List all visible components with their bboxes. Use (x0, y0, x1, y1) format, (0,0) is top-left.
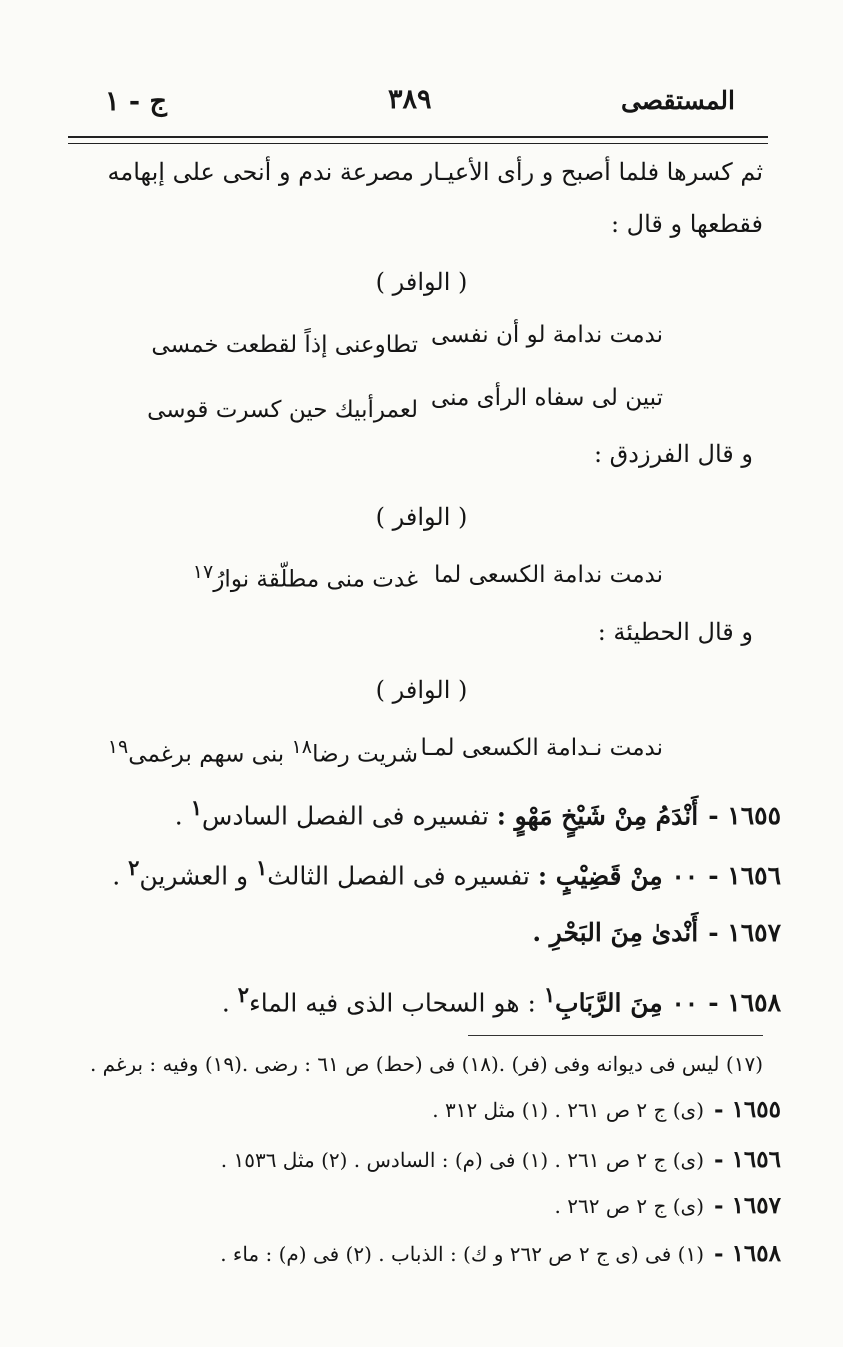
entry-headword: ٠٠ مِنَ الرَّبَابِ (555, 988, 699, 1018)
entry-end: . (112, 861, 129, 891)
prose-line: فقطعها و قال : (610, 210, 763, 238)
footnote-number: ١٦٥٨ - (714, 1240, 781, 1267)
entry-headword: ٠٠ مِنْ قَضِيْبٍ : (537, 861, 699, 891)
proverb-entry (532, 918, 781, 947)
footnote-line: (١٧) ليس فى ديوانه وفى (فر) .(١٨) فى (حط) ص ٦١ : رضى .(١٩) وفيه : برغم . (89, 1052, 763, 1076)
entry-end: . (221, 988, 238, 1018)
meter-label: ( الوافر ) (375, 503, 468, 531)
footnote-ref: ٢ (128, 855, 140, 880)
footnote-ref: ١ (256, 855, 268, 880)
footnote-line (432, 1096, 781, 1123)
entry-end: . (174, 801, 191, 831)
verse-hemistich-second: لعمرأبيك حين كسرت قوسى (147, 397, 418, 423)
entry-number: ١٦٥٧ - (708, 918, 781, 947)
footnote-ref: ١٧ (192, 560, 214, 583)
prose-line: و قال الحطيئة : (597, 618, 753, 646)
page-header (70, 80, 770, 130)
page-number: ٣٨٩ (388, 84, 432, 115)
header-rule (68, 136, 768, 138)
entry-text: تفسيره فى الفصل السادس (201, 801, 497, 831)
volume-marker: ج - ١ (105, 86, 167, 117)
footnote-number: ١٦٥٦ - (714, 1146, 781, 1173)
verse-hemistich-first: ندمت ندامة الكسعى لما (433, 562, 663, 588)
verse-hemistich-second (193, 560, 418, 593)
verse-hemistich-second: تطاوعنى إذاً لقطعت خمسى (151, 332, 418, 358)
meter-label: ( الوافر ) (375, 676, 468, 704)
entry-headword: أَنْدَمُ مِنْ شَيْخٍ مَهْوٍ : (496, 801, 699, 831)
footnote-rule (468, 1035, 763, 1036)
footnote-text: (ى) ج ٢ ص ٢٦٢ . (554, 1194, 705, 1218)
footnote-text: (ى) ج ٢ ص ٢٦١ . (١) فى (م) : السادس . (٢) مثل ١٥٣٦ . (220, 1148, 705, 1172)
footnote-number: ١٦٥٧ - (714, 1192, 781, 1219)
footnote-number: ١٦٥٥ - (714, 1096, 781, 1123)
proverb-entry (175, 795, 781, 830)
verse-hemistich-first: ندمت ندامة لو أن نفسى (430, 322, 663, 348)
footnote-line (220, 1240, 781, 1267)
entry-text: و العشرين (139, 861, 257, 891)
footnote-line (221, 1146, 781, 1173)
header-rule-thin (68, 143, 768, 144)
footnote-ref: ١٩ (107, 735, 129, 758)
proverb-entry (112, 855, 781, 890)
entry-number: ١٦٥٦ - (708, 861, 781, 891)
verse-text: بنى سهم برغمى (128, 741, 292, 768)
running-title: المستقصى (620, 86, 735, 115)
verse-hemistich-second (108, 735, 418, 768)
prose-line: و قال الفرزدق : (593, 440, 753, 468)
footnote-ref: ٢ (237, 982, 249, 1007)
verse-hemistich-first: تبين لى سفاه الرأى منى (430, 385, 663, 411)
entry-text: تفسيره فى الفصل الثالث (267, 861, 538, 891)
footnote-line (555, 1192, 781, 1219)
footnote-ref: ١ (190, 795, 202, 820)
entry-number: ١٦٥٨ - (708, 988, 781, 1018)
entry-number: ١٦٥٥ - (708, 801, 781, 831)
footnote-ref: ١٨ (291, 735, 313, 758)
prose-line: ثم كسرها فلما أصبح و رأى الأعيـار مصرعة ندم و أنحى على إبهامه (107, 158, 763, 186)
entry-headword: أَنْدىٰ مِنَ البَحْرِ . (532, 918, 699, 947)
footnote-text: (ى) ج ٢ ص ٢٦١ . (١) مثل ٣١٢ . (432, 1098, 705, 1122)
entry-text: : هو السحاب الذى فيه الماء (248, 988, 544, 1018)
proverb-entry (222, 982, 781, 1017)
footnote-text: (١) فى (ى ج ٢ ص ٢٦٢ و ك) : الذباب . (٢) فى (م) : ماء . (220, 1242, 705, 1266)
verse-hemistich-first: ندمت نـدامة الكسعى لمـا (420, 735, 663, 761)
verse-text: شريت رضا (312, 741, 418, 768)
meter-label: ( الوافر ) (375, 268, 468, 296)
footnote-ref: ١ (543, 982, 556, 1007)
verse-text: غدت منى مطلّقة نوارُ (213, 566, 418, 593)
